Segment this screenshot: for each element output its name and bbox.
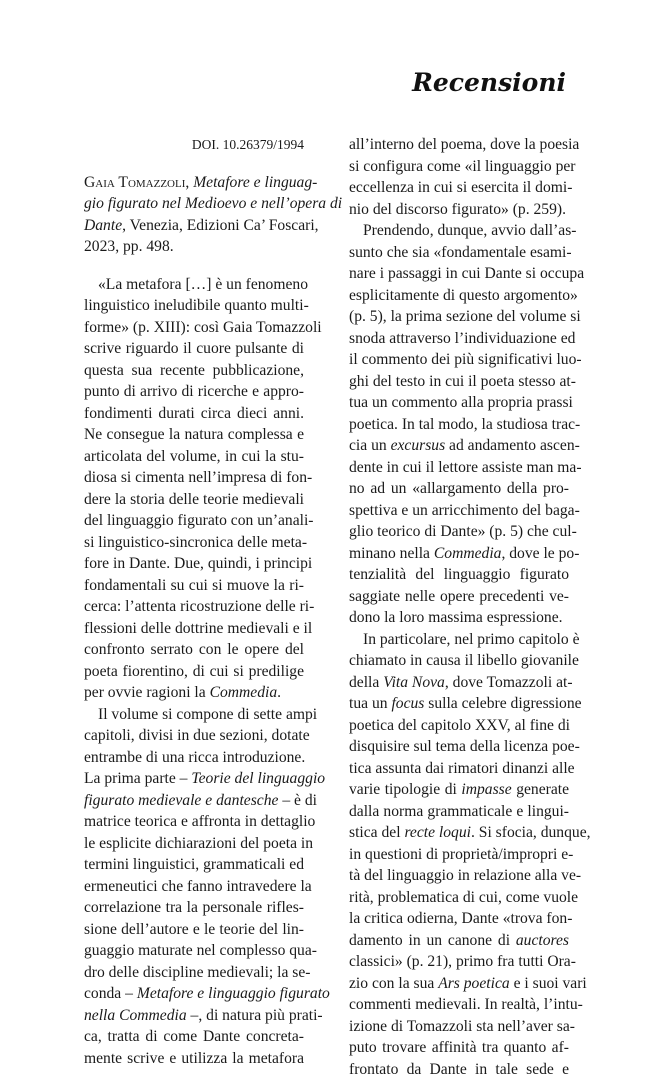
text-span: tua un bbox=[349, 695, 391, 712]
text-line: 2023, pp. 498. bbox=[84, 236, 304, 258]
italic-text: Teorie del linguaggio bbox=[191, 770, 325, 787]
paragraph-gap bbox=[84, 156, 304, 172]
text-line: disquisire sul tema della licenza poe- bbox=[349, 736, 569, 758]
text-span: –, di natura più prati- bbox=[187, 1007, 323, 1024]
italic-text: Vita Nova bbox=[383, 674, 445, 691]
text-line: matrice teorica e affronta in dettaglio bbox=[84, 811, 304, 833]
text-line: nio del discorso figurato» (p. 259). bbox=[349, 199, 569, 221]
text-span: ad andamento ascen- bbox=[445, 437, 580, 454]
section-title: Recensioni bbox=[412, 68, 566, 97]
italic-text: Dante bbox=[84, 217, 122, 234]
text-line: classici» (p. 21), primo fra tutti Ora- bbox=[349, 951, 569, 973]
text-span: sulla celebre digressione bbox=[424, 695, 581, 712]
text-line: poetica del capitolo XXV, al fine di bbox=[349, 715, 569, 737]
text-line bbox=[84, 193, 304, 215]
text-line: eccellenza in cui si esercita il domi- bbox=[349, 177, 569, 199]
doi-label: DOI. 10.26379/1994 bbox=[84, 134, 304, 156]
text-line: tà del linguaggio in relazione alla ve- bbox=[349, 865, 569, 887]
text-line: guaggio maturate nel complesso qua- bbox=[84, 940, 304, 962]
text-span: cia un bbox=[349, 437, 391, 454]
italic-text: recte loqui bbox=[404, 824, 471, 841]
text-line bbox=[349, 779, 569, 801]
text-line: saggiate nelle opere precedenti ve- bbox=[349, 586, 569, 608]
text-line bbox=[84, 790, 304, 812]
text-span: zio con la sua bbox=[349, 975, 438, 992]
text-line: dalla norma grammaticale e lingui- bbox=[349, 801, 569, 823]
text-line: Ne consegue la natura complessa e bbox=[84, 424, 304, 446]
text-span: , dove Tomazzoli at- bbox=[445, 674, 573, 691]
text-line: dente in cui il lettore assiste man ma- bbox=[349, 457, 569, 479]
italic-text: auctores bbox=[516, 932, 569, 949]
text-line: sunto che sia «fondamentale esami- bbox=[349, 242, 569, 264]
text-span: . Si sfocia, dunque, bbox=[471, 824, 591, 841]
text-line: ermeneutici che fanno intravedere la bbox=[84, 876, 304, 898]
author-name: Gaia Tomazzoli bbox=[84, 174, 185, 191]
text-line bbox=[349, 930, 569, 952]
text-line: forme» (p. XIII): così Gaia Tomazzoli bbox=[84, 317, 304, 339]
text-line bbox=[84, 768, 304, 790]
text-span: della bbox=[349, 674, 383, 691]
text-line: punto di arrivo di ricerche e appro- bbox=[84, 381, 304, 403]
text-line: izione di Tomazzoli sta nell’aver sa- bbox=[349, 1016, 569, 1038]
text-line: articolata del volume, in cui la stu- bbox=[84, 446, 304, 468]
text-span: per ovvie ragioni la bbox=[84, 684, 210, 701]
text-line: correlazione tra la personale rifles- bbox=[84, 897, 304, 919]
text-line: poeta fiorentino, di cui si predilige bbox=[84, 661, 304, 683]
left-text-column bbox=[84, 134, 304, 1069]
text-line: fondimenti durati circa dieci anni. bbox=[84, 403, 304, 425]
text-line: flessioni delle dottrine medievali e il bbox=[84, 618, 304, 640]
italic-text: Commedia bbox=[210, 684, 278, 701]
text-line: ca, tratta di come Dante concreta- bbox=[84, 1026, 304, 1048]
text-line: tua un commento alla propria prassi bbox=[349, 392, 569, 414]
text-span: , dove le po- bbox=[501, 545, 579, 562]
italic-text: Metafore e linguag- bbox=[193, 174, 317, 191]
text-span: varie tipologie di bbox=[349, 781, 461, 798]
text-line: spettiva e un arricchimento del baga- bbox=[349, 500, 569, 522]
text-line: fondamentali su cui si muove la ri- bbox=[84, 575, 304, 597]
text-line: In particolare, nel primo capitolo è bbox=[349, 629, 569, 651]
italic-text: figurato medievale e dantesche bbox=[84, 792, 278, 809]
text-line: si configura come «il linguaggio per bbox=[349, 156, 569, 178]
text-line: commenti medievali. In realtà, l’intu- bbox=[349, 994, 569, 1016]
text-line: questa sua recente pubblicazione, bbox=[84, 360, 304, 382]
text-line bbox=[349, 672, 569, 694]
text-line: scrive riguardo il cuore pulsante di bbox=[84, 338, 304, 360]
text-line bbox=[349, 693, 569, 715]
text-line: dono la loro massima espressione. bbox=[349, 607, 569, 629]
text-line: diosa si cimenta nell’impresa di fon- bbox=[84, 467, 304, 489]
text-line bbox=[349, 973, 569, 995]
text-line bbox=[84, 172, 304, 194]
text-line: all’interno del poema, dove la poesia bbox=[349, 134, 569, 156]
italic-text: gio figurato nel Medioevo e nell’opera di bbox=[84, 195, 342, 212]
text-line: sione dell’autore e le teorie del lin- bbox=[84, 919, 304, 941]
text-line: tica assunta dai rimatori dinanzi alle bbox=[349, 758, 569, 780]
text-line: le esplicite dichiarazioni del poeta in bbox=[84, 833, 304, 855]
text-span: – è di bbox=[278, 792, 317, 809]
text-line: fore in Dante. Due, quindi, i principi bbox=[84, 553, 304, 575]
text-line: mente scrive e utilizza la metafora bbox=[84, 1048, 304, 1070]
text-line: nare i passaggi in cui Dante si occupa bbox=[349, 263, 569, 285]
text-span: , Venezia, Edizioni Ca’ Foscari, bbox=[122, 217, 318, 234]
text-line: si linguistico-sincronica delle meta- bbox=[84, 532, 304, 554]
italic-text: Metafore e linguaggio figurato bbox=[137, 985, 330, 1002]
text-span: e i suoi vari bbox=[510, 975, 587, 992]
italic-text: Commedia bbox=[434, 545, 502, 562]
text-line: capitoli, divisi in due sezioni, dotate bbox=[84, 725, 304, 747]
text-line bbox=[349, 822, 569, 844]
text-line: rità, problematica di cui, come vuole bbox=[349, 887, 569, 909]
text-line: linguistico ineludibile quanto multi- bbox=[84, 295, 304, 317]
text-span: , bbox=[185, 174, 193, 191]
text-span: damento in un canone di bbox=[349, 932, 516, 949]
text-line bbox=[84, 215, 304, 237]
text-line: snoda attraverso l’individuazione ed bbox=[349, 328, 569, 350]
right-text-column bbox=[349, 134, 569, 1080]
text-line: in questioni di proprietà/impropri e- bbox=[349, 844, 569, 866]
text-line: poetica. In tal modo, la studiosa trac- bbox=[349, 414, 569, 436]
italic-text: nella Commedia bbox=[84, 1007, 187, 1024]
italic-text: Ars poetica bbox=[438, 975, 509, 992]
text-line: «La metafora […] è un fenomeno bbox=[84, 274, 304, 296]
text-line: Il volume si compone di sette ampi bbox=[84, 704, 304, 726]
text-line bbox=[84, 682, 304, 704]
text-line: puto trovare affinità tra quanto af- bbox=[349, 1037, 569, 1059]
text-line bbox=[84, 1005, 304, 1027]
text-line: il commento dei più significativi luo- bbox=[349, 349, 569, 371]
italic-text: excursus bbox=[391, 437, 446, 454]
text-span: La prima parte – bbox=[84, 770, 191, 787]
text-line: chiamato in causa il libello giovanile bbox=[349, 650, 569, 672]
text-line: termini linguistici, grammaticali ed bbox=[84, 854, 304, 876]
text-line bbox=[349, 435, 569, 457]
text-line: (p. 5), la prima sezione del volume si bbox=[349, 306, 569, 328]
text-line: dro delle discipline medievali; la se- bbox=[84, 962, 304, 984]
text-line: tenzialità del linguaggio figurato bbox=[349, 564, 569, 586]
text-line: frontato da Dante in tale sede e bbox=[349, 1059, 569, 1080]
text-line: entrambe di una ricca introduzione. bbox=[84, 747, 304, 769]
italic-text: focus bbox=[391, 695, 424, 712]
text-line bbox=[84, 983, 304, 1005]
text-line bbox=[349, 543, 569, 565]
paragraph-gap bbox=[84, 258, 304, 274]
text-line: Prendendo, dunque, avvio dall’as- bbox=[349, 220, 569, 242]
text-line: no ad un «allargamento della pro- bbox=[349, 478, 569, 500]
text-line: esplicitamente di questo argomento» bbox=[349, 285, 569, 307]
text-line: glio teorico di Dante» (p. 5) che cul- bbox=[349, 521, 569, 543]
text-line: del linguaggio figurato con un’anali- bbox=[84, 510, 304, 532]
text-span: minano nella bbox=[349, 545, 434, 562]
text-line: cerca: l’attenta ricostruzione delle ri- bbox=[84, 596, 304, 618]
text-span: . bbox=[277, 684, 281, 701]
italic-text: impasse bbox=[461, 781, 511, 798]
text-line: dere la storia delle teorie medievali bbox=[84, 489, 304, 511]
text-span: conda – bbox=[84, 985, 137, 1002]
text-line: ghi del testo in cui il poeta stesso at- bbox=[349, 371, 569, 393]
text-span: generate bbox=[512, 781, 569, 798]
text-line: confronto serrato con le opere del bbox=[84, 639, 304, 661]
text-line: la critica odierna, Dante «trova fon- bbox=[349, 908, 569, 930]
text-span: stica del bbox=[349, 824, 404, 841]
